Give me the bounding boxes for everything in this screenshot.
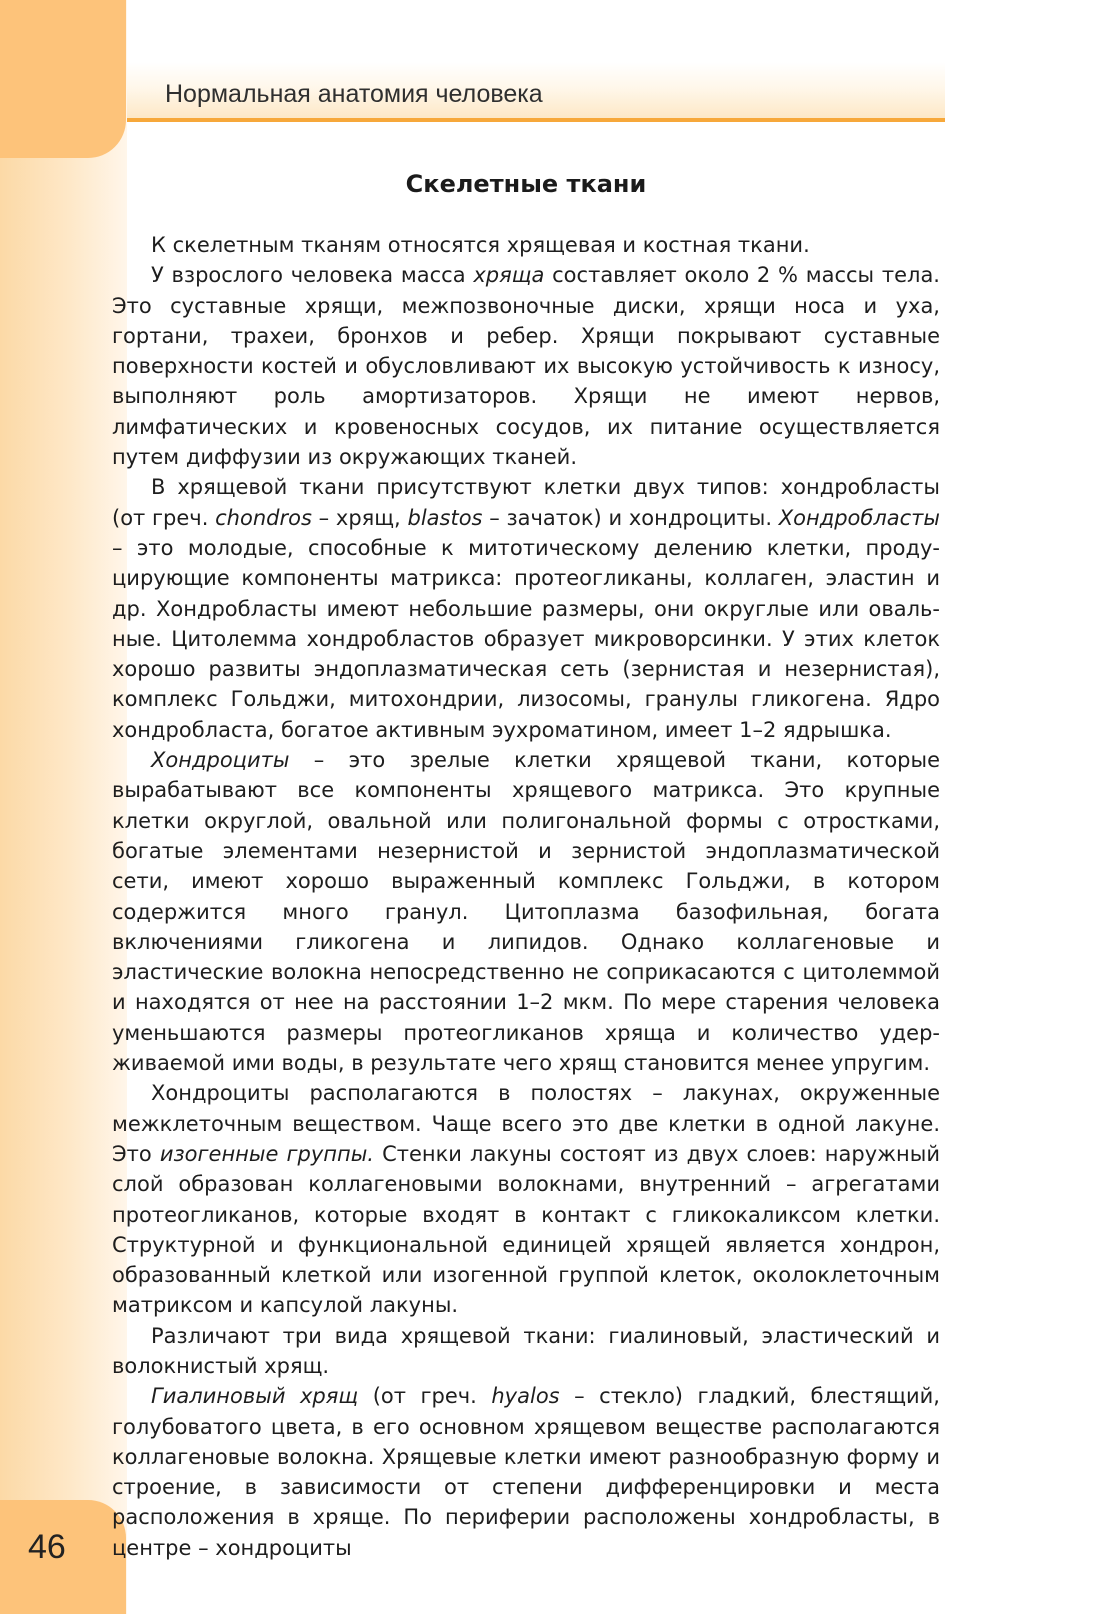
paragraph xyxy=(112,1321,940,1382)
text-run: Хондроциты располагаются в полостях – лакунах, окруженные межклеточным веществом. Чаще всего это две клетки в одной лакуне. Это xyxy=(112,1081,940,1166)
body-text xyxy=(112,230,940,1563)
text-run: – стекло) гладкий, блестящий, голубоватого цвета, в его основном хрящевом веществе располагаются коллагеновые волокна. Хрящевые клетки имеют разнообразную форму и строение, в зависимости от степени дифференцировки и места расположения в хряще. По периферии расположены хондробласты, в центре – хондроциты xyxy=(112,1384,940,1560)
italic-term: hyalos xyxy=(491,1384,560,1409)
text-run: Различают три вида хрящевой ткани: гиалиновый, эластический и волокнистый хрящ. xyxy=(112,1323,940,1378)
side-band-decoration xyxy=(0,0,127,1614)
italic-term: Гиалиновый хрящ xyxy=(151,1384,359,1409)
text-run: – это молодые, способные к митотическому делению клетки, продуцирующие компоненты матрикса: протеогликаны, коллаген, эластин и др. Хондробласты имеют небольшие размеры, они округлые или овальные. Цитолемма хондробластов образует микроворсинки. У этих клеток хорошо развиты эндоплазматическая сеть (зернистая и незернистая), комплекс Гольджи, митохондрии, лизосомы, гранулы гликогена. Ядро хондробласта, богатое активным эухроматином, имеет 1–2 ядрышка. xyxy=(112,535,940,742)
text-run: В хрящевой ткани присутствуют клетки двух типов: хондробласты (от греч. xyxy=(112,475,940,530)
paragraph xyxy=(112,1078,940,1320)
italic-term: хряща xyxy=(473,263,545,288)
text-run: (от греч. xyxy=(358,1384,492,1409)
text-run: Стенки лакуны состоят из двух слоев: наружный слой образован коллагеновыми волокнами, внутренний – агрегатами протеогликанов, которые входят в контакт с гликокаликсом клетки. Структурной и функциональной единицей хрящей является хондрон, образованный клеткой или изогенной группой клеток, околоклеточным матриксом и капсулой лакуны. xyxy=(112,1141,940,1318)
paragraph xyxy=(112,745,940,1078)
page-number: 46 xyxy=(28,1528,66,1566)
italic-term: chondros xyxy=(215,505,312,530)
text-run: У взрослого человека масса xyxy=(151,263,474,288)
running-header-title: Нормальная анатомия человека xyxy=(165,80,543,108)
paragraph xyxy=(112,472,940,745)
italic-term: изогенные группы. xyxy=(159,1141,374,1166)
paragraph xyxy=(112,230,940,260)
text-run: – зачаток) и хондроциты. xyxy=(482,505,779,530)
text-run: – хрящ, xyxy=(311,505,408,530)
italic-term: blastos xyxy=(407,505,483,530)
text-run: К скелетным тканям относятся хрящевая и костная ткани. xyxy=(151,233,810,257)
header-rule xyxy=(127,118,945,122)
paragraph xyxy=(112,1381,940,1563)
paragraph xyxy=(112,260,940,472)
top-corner-tab xyxy=(0,0,126,158)
section-title: Скелетные ткани xyxy=(405,170,647,198)
italic-term: Хондробласты xyxy=(778,505,940,530)
text-run: – это зрелые клетки хрящевой ткани, которые вырабатывают все компоненты хрящевого матрикса. Это крупные клетки округлой, овальной или полигональной формы с отростками, богатые элементами незернистой и зернистой эндоплазматической сети, имеют хорошо выраженный комплекс Гольджи, в котором содержится много гранул. Цитоплазма базофильная, богата включениями гликогена и липидов. Однако коллагеновые и эластические волокна непосредственно не соприкасаются с цитолеммой и находятся от нее на расстоянии 1–2 мкм. По мере старения человека уменьшаются размеры протеогликанов хряща и количество удерживаемой ими воды, в результате чего хрящ становится менее упругим. xyxy=(112,748,940,1076)
italic-term: Хондроциты xyxy=(151,748,290,773)
text-run: составляет около 2 % массы тела. Это суставные хрящи, межпозвоночные диски, хрящи носа и уха, гортани, трахеи, бронхов и ребер. Хрящи покрывают суставные поверхности костей и обусловливают их высокую устойчивость к износу, выполняют роль амортизаторов. Хрящи не имеют нервов, лимфатических и кровеносных сосудов, их питание осуществляется путем диффузии из окружающих тканей. xyxy=(112,263,940,470)
